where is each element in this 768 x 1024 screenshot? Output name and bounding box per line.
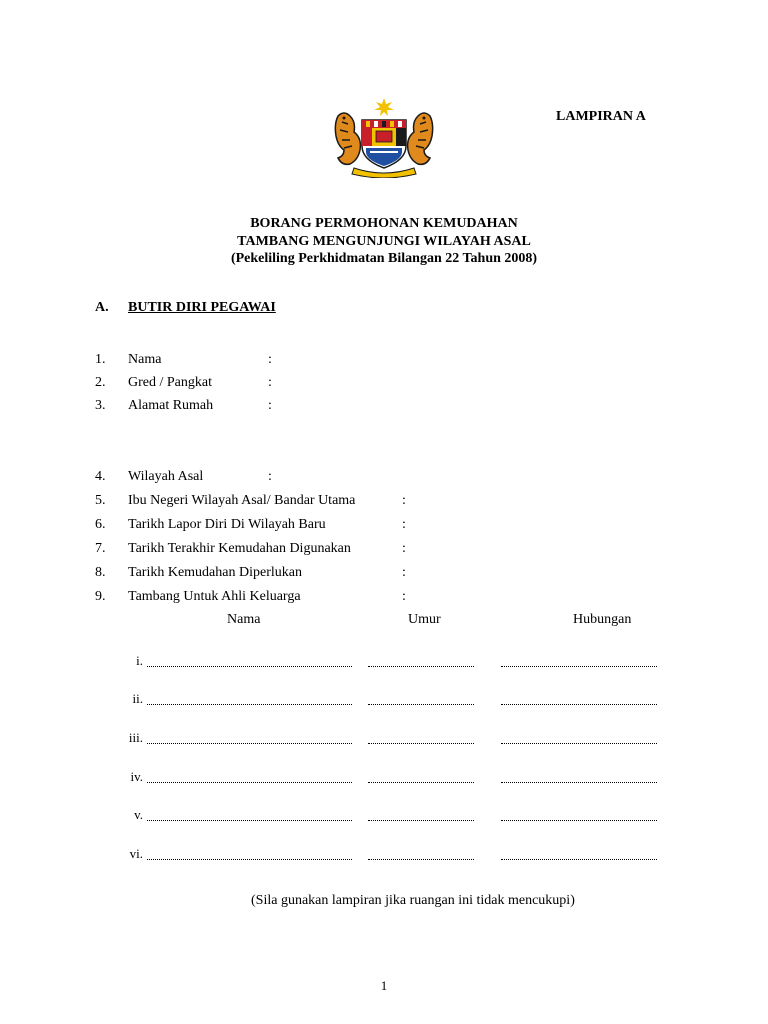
row-numeral: i. [136, 653, 143, 668]
age-fill-line[interactable] [368, 820, 474, 821]
item-number: 3. [95, 398, 106, 413]
item-number: 1. [95, 352, 106, 367]
row-numeral: v. [134, 807, 143, 822]
item-colon: : [268, 398, 272, 413]
age-fill-line[interactable] [368, 666, 474, 667]
row-numeral: ii. [132, 691, 143, 706]
item-label: Tarikh Kemudahan Diperlukan [128, 565, 302, 580]
item-colon: : [268, 375, 272, 390]
item-label: Ibu Negeri Wilayah Asal/ Bandar Utama [128, 493, 356, 508]
family-row [0, 653, 768, 671]
coat-of-arms-logo [328, 98, 440, 178]
section-letter: A. [95, 300, 109, 315]
relation-fill-line[interactable] [501, 743, 657, 744]
age-fill-line[interactable] [368, 743, 474, 744]
item-label: Gred / Pangkat [128, 375, 212, 390]
item-number: 7. [95, 541, 106, 556]
item-number: 4. [95, 469, 106, 484]
row-numeral: iv. [130, 769, 143, 784]
family-row [0, 691, 768, 709]
item-number: 5. [95, 493, 106, 508]
relation-fill-line[interactable] [501, 782, 657, 783]
form-subtitle: (Pekeliling Perkhidmatan Bilangan 22 Tahun 2008) [230, 251, 538, 266]
name-fill-line[interactable] [147, 666, 352, 667]
name-fill-line[interactable] [147, 704, 352, 705]
item-colon: : [402, 517, 406, 532]
form-title-line2: TAMBANG MENGUNJUNGI WILAYAH ASAL [237, 234, 531, 249]
column-header-umur: Umur [408, 612, 441, 627]
item-label: Tarikh Terakhir Kemudahan Digunakan [128, 541, 351, 556]
column-header-nama: Nama [227, 612, 261, 627]
page-number: 1 [380, 978, 388, 993]
row-numeral: vi. [129, 846, 143, 861]
form-title-line1: BORANG PERMOHONAN KEMUDAHAN [250, 216, 518, 231]
appendix-label: LAMPIRAN A [556, 109, 646, 124]
item-number: 9. [95, 589, 106, 604]
item-label: Wilayah Asal [128, 469, 204, 484]
name-fill-line[interactable] [147, 782, 352, 783]
name-fill-line[interactable] [147, 743, 352, 744]
row-numeral: iii. [128, 730, 143, 745]
family-row [0, 730, 768, 748]
item-number: 2. [95, 375, 106, 390]
age-fill-line[interactable] [368, 704, 474, 705]
item-colon: : [268, 352, 272, 367]
relation-fill-line[interactable] [501, 666, 657, 667]
family-row [0, 769, 768, 787]
item-colon: : [402, 541, 406, 556]
family-row [0, 807, 768, 825]
section-heading: BUTIR DIRI PEGAWAI [128, 300, 276, 315]
item-number: 8. [95, 565, 106, 580]
family-row [0, 846, 768, 864]
item-colon: : [268, 469, 272, 484]
item-label: Tarikh Lapor Diri Di Wilayah Baru [128, 517, 326, 532]
item-colon: : [402, 493, 406, 508]
relation-fill-line[interactable] [501, 820, 657, 821]
item-colon: : [402, 589, 406, 604]
item-label: Tambang Untuk Ahli Keluarga [128, 589, 301, 604]
item-label: Alamat Rumah [128, 398, 214, 413]
name-fill-line[interactable] [147, 820, 352, 821]
attachment-note: (Sila gunakan lampiran jika ruangan ini tidak mencukupi) [251, 893, 575, 908]
relation-fill-line[interactable] [501, 704, 657, 705]
relation-fill-line[interactable] [501, 859, 657, 860]
age-fill-line[interactable] [368, 782, 474, 783]
name-fill-line[interactable] [147, 859, 352, 860]
item-colon: : [402, 565, 406, 580]
item-label: Nama [128, 352, 162, 367]
age-fill-line[interactable] [368, 859, 474, 860]
item-number: 6. [95, 517, 106, 532]
column-header-hubungan: Hubungan [573, 612, 632, 627]
